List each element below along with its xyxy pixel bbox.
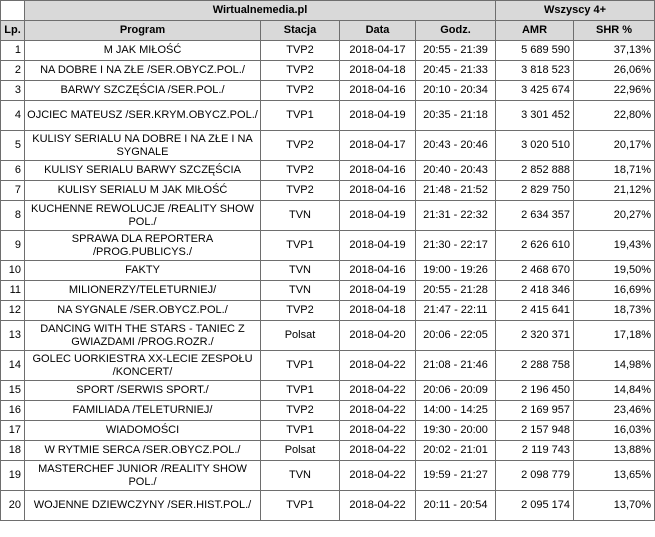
cell-lp: 15 bbox=[1, 381, 25, 401]
column-header-godz: Godz. bbox=[416, 21, 496, 41]
cell-lp: 14 bbox=[1, 351, 25, 381]
cell-amr: 2 634 357 bbox=[496, 201, 574, 231]
cell-data: 2018-04-18 bbox=[340, 301, 416, 321]
cell-lp: 1 bbox=[1, 41, 25, 61]
table-row bbox=[1, 421, 655, 441]
cell-stacja: TVP1 bbox=[261, 421, 340, 441]
cell-stacja: TVP2 bbox=[261, 81, 340, 101]
cell-program: FAKTY bbox=[25, 261, 261, 281]
table-row bbox=[1, 491, 655, 521]
table-row bbox=[1, 261, 655, 281]
cell-data: 2018-04-19 bbox=[340, 201, 416, 231]
cell-stacja: TVP1 bbox=[261, 381, 340, 401]
cell-shr: 13,88% bbox=[574, 441, 655, 461]
cell-data: 2018-04-19 bbox=[340, 231, 416, 261]
table-row bbox=[1, 61, 655, 81]
cell-program: W RYTMIE SERCA /SER.OBYCZ.POL./ bbox=[25, 441, 261, 461]
table-row bbox=[1, 441, 655, 461]
cell-godz: 21:30 - 22:17 bbox=[416, 231, 496, 261]
table-row bbox=[1, 321, 655, 351]
cell-data: 2018-04-17 bbox=[340, 131, 416, 161]
cell-shr: 13,70% bbox=[574, 491, 655, 521]
cell-godz: 19:59 - 21:27 bbox=[416, 461, 496, 491]
cell-program: DANCING WITH THE STARS - TANIEC Z GWIAZDAMI /PROG.ROZR./ bbox=[25, 321, 261, 351]
cell-data: 2018-04-16 bbox=[340, 181, 416, 201]
cell-amr: 2 852 888 bbox=[496, 161, 574, 181]
audience-group-header: Wszyscy 4+ bbox=[496, 1, 655, 21]
cell-amr: 2 288 758 bbox=[496, 351, 574, 381]
table-row bbox=[1, 231, 655, 261]
cell-godz: 20:43 - 20:46 bbox=[416, 131, 496, 161]
table-row bbox=[1, 401, 655, 421]
cell-stacja: TVP2 bbox=[261, 181, 340, 201]
cell-data: 2018-04-22 bbox=[340, 421, 416, 441]
column-header-shr: SHR % bbox=[574, 21, 655, 41]
cell-amr: 2 468 670 bbox=[496, 261, 574, 281]
cell-lp: 8 bbox=[1, 201, 25, 231]
cell-lp: 3 bbox=[1, 81, 25, 101]
cell-lp: 13 bbox=[1, 321, 25, 351]
cell-lp: 4 bbox=[1, 101, 25, 131]
cell-lp: 6 bbox=[1, 161, 25, 181]
cell-godz: 19:30 - 20:00 bbox=[416, 421, 496, 441]
cell-godz: 21:08 - 21:46 bbox=[416, 351, 496, 381]
cell-stacja: TVP1 bbox=[261, 101, 340, 131]
cell-amr: 3 301 452 bbox=[496, 101, 574, 131]
cell-amr: 2 415 641 bbox=[496, 301, 574, 321]
cell-stacja: TVP2 bbox=[261, 401, 340, 421]
cell-data: 2018-04-16 bbox=[340, 161, 416, 181]
cell-program: KULISY SERIALU BARWY SZCZĘŚCIA bbox=[25, 161, 261, 181]
cell-shr: 18,71% bbox=[574, 161, 655, 181]
cell-program: SPRAWA DLA REPORTERA /PROG.PUBLICYS./ bbox=[25, 231, 261, 261]
cell-lp: 2 bbox=[1, 61, 25, 81]
cell-stacja: TVP2 bbox=[261, 161, 340, 181]
cell-amr: 2 829 750 bbox=[496, 181, 574, 201]
cell-data: 2018-04-18 bbox=[340, 61, 416, 81]
column-header-lp: Lp. bbox=[1, 21, 25, 41]
cell-program: KULISY SERIALU NA DOBRE I NA ZŁE I NA SYGNALE bbox=[25, 131, 261, 161]
cell-stacja: Polsat bbox=[261, 441, 340, 461]
cell-shr: 16,03% bbox=[574, 421, 655, 441]
cell-program: MASTERCHEF JUNIOR /REALITY SHOW POL./ bbox=[25, 461, 261, 491]
source-header: Wirtualnemedia.pl bbox=[25, 1, 496, 21]
cell-amr: 2 098 779 bbox=[496, 461, 574, 491]
cell-program: M JAK MIŁOŚĆ bbox=[25, 41, 261, 61]
cell-lp: 16 bbox=[1, 401, 25, 421]
cell-amr: 2 169 957 bbox=[496, 401, 574, 421]
cell-program: NA DOBRE I NA ZŁE /SER.OBYCZ.POL./ bbox=[25, 61, 261, 81]
cell-program: SPORT /SERWIS SPORT./ bbox=[25, 381, 261, 401]
cell-godz: 19:00 - 19:26 bbox=[416, 261, 496, 281]
cell-lp: 20 bbox=[1, 491, 25, 521]
column-header-program: Program bbox=[25, 21, 261, 41]
cell-shr: 21,12% bbox=[574, 181, 655, 201]
cell-godz: 20:35 - 21:18 bbox=[416, 101, 496, 131]
cell-shr: 13,65% bbox=[574, 461, 655, 491]
table-row bbox=[1, 351, 655, 381]
cell-shr: 19,43% bbox=[574, 231, 655, 261]
cell-data: 2018-04-16 bbox=[340, 261, 416, 281]
cell-shr: 37,13% bbox=[574, 41, 655, 61]
cell-shr: 17,18% bbox=[574, 321, 655, 351]
cell-lp: 10 bbox=[1, 261, 25, 281]
cell-program: WOJENNE DZIEWCZYNY /SER.HIST.POL./ bbox=[25, 491, 261, 521]
cell-amr: 5 689 590 bbox=[496, 41, 574, 61]
cell-shr: 16,69% bbox=[574, 281, 655, 301]
cell-stacja: TVN bbox=[261, 461, 340, 491]
cell-godz: 20:06 - 22:05 bbox=[416, 321, 496, 351]
cell-godz: 21:48 - 21:52 bbox=[416, 181, 496, 201]
cell-data: 2018-04-22 bbox=[340, 441, 416, 461]
table-body bbox=[1, 41, 655, 521]
cell-program: NA SYGNALE /SER.OBYCZ.POL./ bbox=[25, 301, 261, 321]
cell-program: KUCHENNE REWOLUCJE /REALITY SHOW POL./ bbox=[25, 201, 261, 231]
cell-data: 2018-04-20 bbox=[340, 321, 416, 351]
cell-amr: 2 626 610 bbox=[496, 231, 574, 261]
cell-shr: 26,06% bbox=[574, 61, 655, 81]
cell-data: 2018-04-22 bbox=[340, 381, 416, 401]
table-row bbox=[1, 381, 655, 401]
table-row bbox=[1, 161, 655, 181]
cell-stacja: TVP1 bbox=[261, 491, 340, 521]
cell-stacja: TVN bbox=[261, 281, 340, 301]
cell-program: WIADOMOŚCI bbox=[25, 421, 261, 441]
table-row bbox=[1, 181, 655, 201]
cell-data: 2018-04-19 bbox=[340, 101, 416, 131]
cell-stacja: TVP2 bbox=[261, 61, 340, 81]
table-row bbox=[1, 81, 655, 101]
cell-amr: 2 418 346 bbox=[496, 281, 574, 301]
cell-shr: 23,46% bbox=[574, 401, 655, 421]
column-header-stacja: Stacja bbox=[261, 21, 340, 41]
cell-program: BARWY SZCZĘŚCIA /SER.POL./ bbox=[25, 81, 261, 101]
cell-data: 2018-04-22 bbox=[340, 351, 416, 381]
cell-godz: 20:40 - 20:43 bbox=[416, 161, 496, 181]
cell-program: GOLEC UORKIESTRA XX-LECIE ZESPOŁU /KONCERT/ bbox=[25, 351, 261, 381]
cell-godz: 20:10 - 20:34 bbox=[416, 81, 496, 101]
cell-shr: 22,80% bbox=[574, 101, 655, 131]
header-blank-cell bbox=[1, 1, 25, 21]
cell-program: FAMILIADA /TELETURNIEJ/ bbox=[25, 401, 261, 421]
table-row bbox=[1, 301, 655, 321]
column-header-amr: AMR bbox=[496, 21, 574, 41]
cell-lp: 7 bbox=[1, 181, 25, 201]
cell-shr: 20,27% bbox=[574, 201, 655, 231]
cell-godz: 14:00 - 14:25 bbox=[416, 401, 496, 421]
cell-stacja: TVN bbox=[261, 201, 340, 231]
cell-lp: 9 bbox=[1, 231, 25, 261]
cell-shr: 18,73% bbox=[574, 301, 655, 321]
table-row bbox=[1, 41, 655, 61]
cell-data: 2018-04-17 bbox=[340, 41, 416, 61]
cell-amr: 2 157 948 bbox=[496, 421, 574, 441]
cell-lp: 18 bbox=[1, 441, 25, 461]
cell-lp: 11 bbox=[1, 281, 25, 301]
column-header-data: Data bbox=[340, 21, 416, 41]
cell-stacja: TVP2 bbox=[261, 41, 340, 61]
cell-lp: 19 bbox=[1, 461, 25, 491]
cell-shr: 20,17% bbox=[574, 131, 655, 161]
cell-program: MILIONERZY/TELETURNIEJ/ bbox=[25, 281, 261, 301]
cell-lp: 12 bbox=[1, 301, 25, 321]
cell-stacja: TVP1 bbox=[261, 231, 340, 261]
cell-amr: 2 196 450 bbox=[496, 381, 574, 401]
cell-godz: 20:55 - 21:28 bbox=[416, 281, 496, 301]
cell-data: 2018-04-16 bbox=[340, 81, 416, 101]
cell-stacja: TVP2 bbox=[261, 301, 340, 321]
cell-godz: 20:06 - 20:09 bbox=[416, 381, 496, 401]
cell-program: KULISY SERIALU M JAK MIŁOŚĆ bbox=[25, 181, 261, 201]
table-row bbox=[1, 101, 655, 131]
cell-data: 2018-04-22 bbox=[340, 401, 416, 421]
table-row bbox=[1, 201, 655, 231]
cell-program: OJCIEC MATEUSZ /SER.KRYM.OBYCZ.POL./ bbox=[25, 101, 261, 131]
cell-shr: 14,98% bbox=[574, 351, 655, 381]
cell-lp: 5 bbox=[1, 131, 25, 161]
cell-amr: 2 095 174 bbox=[496, 491, 574, 521]
cell-stacja: TVP1 bbox=[261, 351, 340, 381]
cell-stacja: Polsat bbox=[261, 321, 340, 351]
cell-godz: 21:31 - 22:32 bbox=[416, 201, 496, 231]
cell-shr: 22,96% bbox=[574, 81, 655, 101]
cell-stacja: TVP2 bbox=[261, 131, 340, 161]
table-row bbox=[1, 131, 655, 161]
cell-godz: 20:45 - 21:33 bbox=[416, 61, 496, 81]
cell-shr: 19,50% bbox=[574, 261, 655, 281]
cell-godz: 20:55 - 21:39 bbox=[416, 41, 496, 61]
cell-lp: 17 bbox=[1, 421, 25, 441]
cell-amr: 3 020 510 bbox=[496, 131, 574, 161]
cell-godz: 21:47 - 22:11 bbox=[416, 301, 496, 321]
cell-amr: 2 119 743 bbox=[496, 441, 574, 461]
cell-shr: 14,84% bbox=[574, 381, 655, 401]
cell-godz: 20:02 - 21:01 bbox=[416, 441, 496, 461]
cell-data: 2018-04-19 bbox=[340, 281, 416, 301]
cell-data: 2018-04-22 bbox=[340, 461, 416, 491]
table-row bbox=[1, 461, 655, 491]
cell-data: 2018-04-22 bbox=[340, 491, 416, 521]
cell-stacja: TVN bbox=[261, 261, 340, 281]
cell-amr: 3 425 674 bbox=[496, 81, 574, 101]
cell-amr: 2 320 371 bbox=[496, 321, 574, 351]
table-row bbox=[1, 281, 655, 301]
cell-godz: 20:11 - 20:54 bbox=[416, 491, 496, 521]
cell-amr: 3 818 523 bbox=[496, 61, 574, 81]
